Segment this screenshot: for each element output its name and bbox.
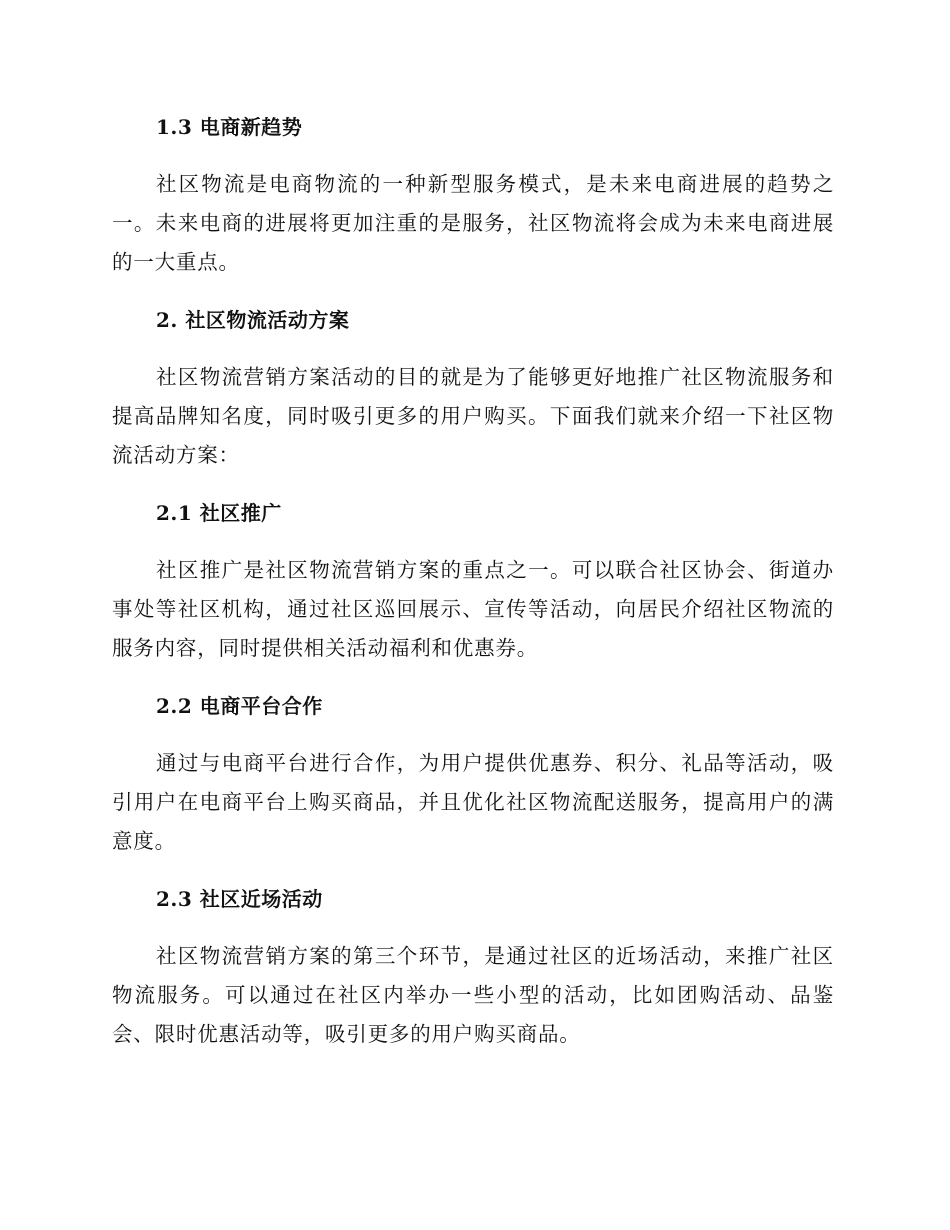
- section-heading-2: 2. 社区物流活动方案: [156, 308, 350, 332]
- section-heading-2-2: 2.2 电商平台合作: [156, 694, 323, 718]
- paragraph-ecommerce-trend: 社区物流是电商物流的一种新型服务模式，是未来电商进展的趋势之一。未来电商的进展将更加注重的是服务，社区物流将会成为未来电商进展的一大重点。: [112, 172, 834, 274]
- paragraph-activity-plan-intro: 社区物流营销方案活动的目的就是为了能够更好地推广社区物流服务和提高品牌知名度，同时吸引更多的用户购买。下面我们就来介绍一下社区物流活动方案：: [112, 365, 834, 467]
- section-heading-1-3: 1.3 电商新趋势: [156, 115, 303, 139]
- section-heading-2-1: 2.1 社区推广: [156, 501, 282, 525]
- paragraph-nearby-activities: 社区物流营销方案的第三个环节，是通过社区的近场活动，来推广社区物流服务。可以通过在社区内举办一些小型的活动，比如团购活动、品鉴会、限时优惠活动等，吸引更多的用户购买商品。: [112, 944, 834, 1046]
- section-heading-2-3: 2.3 社区近场活动: [156, 887, 323, 911]
- paragraph-platform-cooperation: 通过与电商平台进行合作，为用户提供优惠券、积分、礼品等活动，吸引用户在电商平台上购买商品，并且优化社区物流配送服务，提高用户的满意度。: [112, 751, 834, 853]
- document-body: [112, 108, 834, 1073]
- paragraph-community-promotion: 社区推广是社区物流营销方案的重点之一。可以联合社区协会、街道办事处等社区机构，通过社区巡回展示、宣传等活动，向居民介绍社区物流的服务内容，同时提供相关活动福利和优惠券。: [112, 558, 834, 660]
